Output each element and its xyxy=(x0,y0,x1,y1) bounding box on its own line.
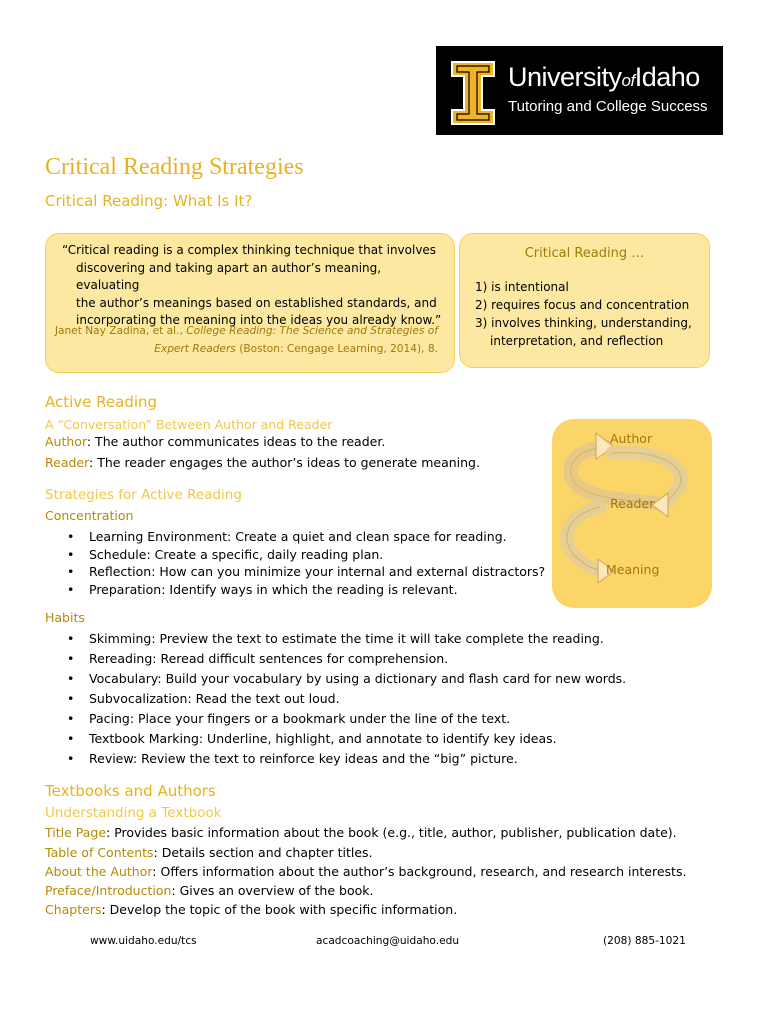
strategies-heading: Strategies for Active Reading xyxy=(45,487,242,503)
list-item: • Reflection: How can you minimize your internal and external distractors? xyxy=(45,563,545,581)
list-item: • Vocabulary: Build your vocabulary by using a dictionary and flash card for new words. xyxy=(45,669,626,689)
list-item: • Schedule: Create a specific, daily reading plan. xyxy=(45,546,545,564)
list-item: interpretation, and reflection xyxy=(490,334,664,348)
concentration-heading: Concentration xyxy=(45,508,134,523)
list-item: • Pacing: Place your fingers or a bookmark under the line of the text. xyxy=(45,709,626,729)
understanding-textbook-subheading: Understanding a Textbook xyxy=(45,805,222,821)
list-item: • Textbook Marking: Underline, highlight, and annotate to identify key ideas. xyxy=(45,729,626,749)
textbook-row: Table of Contents: Details section and chapter titles. xyxy=(45,845,373,860)
list-item: 1) is intentional xyxy=(475,280,569,294)
quote-text: “Critical reading is a complex thinking technique that involves discovering and taking apart an author’s meaning, evaluating the author’s meanings based on established standards, and incorporating the meaning into the ideas you already know.” xyxy=(62,243,442,327)
list-item: • Preparation: Identify ways in which the reading is relevant. xyxy=(45,581,545,599)
page-title: Critical Reading Strategies xyxy=(45,154,304,180)
list-item: 3) involves thinking, understanding, xyxy=(475,316,692,330)
list-item: 2) requires focus and concentration xyxy=(475,298,690,312)
textbook-row: About the Author: Offers information about the author’s background, research, and research interests. xyxy=(45,864,687,879)
quote-citation: Janet Nay Zadina, et al., College Reading: The Science and Strategies of Expert Readers (Boston: Cengage Learning, 2014), 8. xyxy=(54,325,438,355)
textbook-row: Title Page: Provides basic information about the book (e.g., title, author, publisher, publication date). xyxy=(45,825,677,840)
list-item: • Rereading: Reread difficult sentences for comprehension. xyxy=(45,649,626,669)
list-item: • Review: Review the text to reinforce key ideas and the “big” picture. xyxy=(45,749,626,769)
quote-box xyxy=(45,233,455,373)
idaho-i-logo-icon xyxy=(450,60,496,126)
textbooks-heading: Textbooks and Authors xyxy=(45,782,216,800)
list-item: • Learning Environment: Create a quiet and clean space for reading. xyxy=(45,528,545,546)
cycle-arrows-icon xyxy=(552,419,712,608)
logo-subtitle: Tutoring and College Success xyxy=(508,98,708,115)
reader-line: Reader: The reader engages the author’s ideas to generate meaning. xyxy=(45,455,480,470)
textbook-row: Preface/Introduction: Gives an overview of the book. xyxy=(45,883,374,898)
conversation-subheading: A “Conversation” Between Author and Reader xyxy=(45,417,333,432)
critical-reading-list xyxy=(475,278,692,350)
footer-email-link[interactable]: acadcoaching@uidaho.edu xyxy=(316,935,460,947)
list-item: • Skimming: Preview the text to estimate the time it will take complete the reading. xyxy=(45,629,626,649)
diagram-reader-label: Reader xyxy=(610,496,655,511)
logo-name: UniversityofIdaho xyxy=(508,62,700,92)
habits-list xyxy=(45,629,626,769)
footer-phone: (208) 885-1021 xyxy=(603,935,686,947)
concentration-list xyxy=(45,528,545,599)
diagram-author-label: Author xyxy=(610,431,653,446)
critical-reading-title: Critical Reading … xyxy=(524,246,645,261)
author-line: Author: The author communicates ideas to the reader. xyxy=(45,434,386,449)
active-reading-heading: Active Reading xyxy=(45,393,158,411)
list-item: • Subvocalization: Read the text out loud. xyxy=(45,689,626,709)
author-reader-meaning-diagram xyxy=(552,419,712,608)
section-subtitle: Critical Reading: What Is It? xyxy=(45,192,253,210)
university-logo xyxy=(436,46,723,135)
footer-website-link[interactable]: www.uidaho.edu/tcs xyxy=(90,935,197,947)
textbook-row: Chapters: Develop the topic of the book with specific information. xyxy=(45,902,458,917)
critical-reading-box xyxy=(459,233,710,368)
diagram-meaning-label: Meaning xyxy=(606,562,660,577)
habits-heading: Habits xyxy=(45,610,85,625)
